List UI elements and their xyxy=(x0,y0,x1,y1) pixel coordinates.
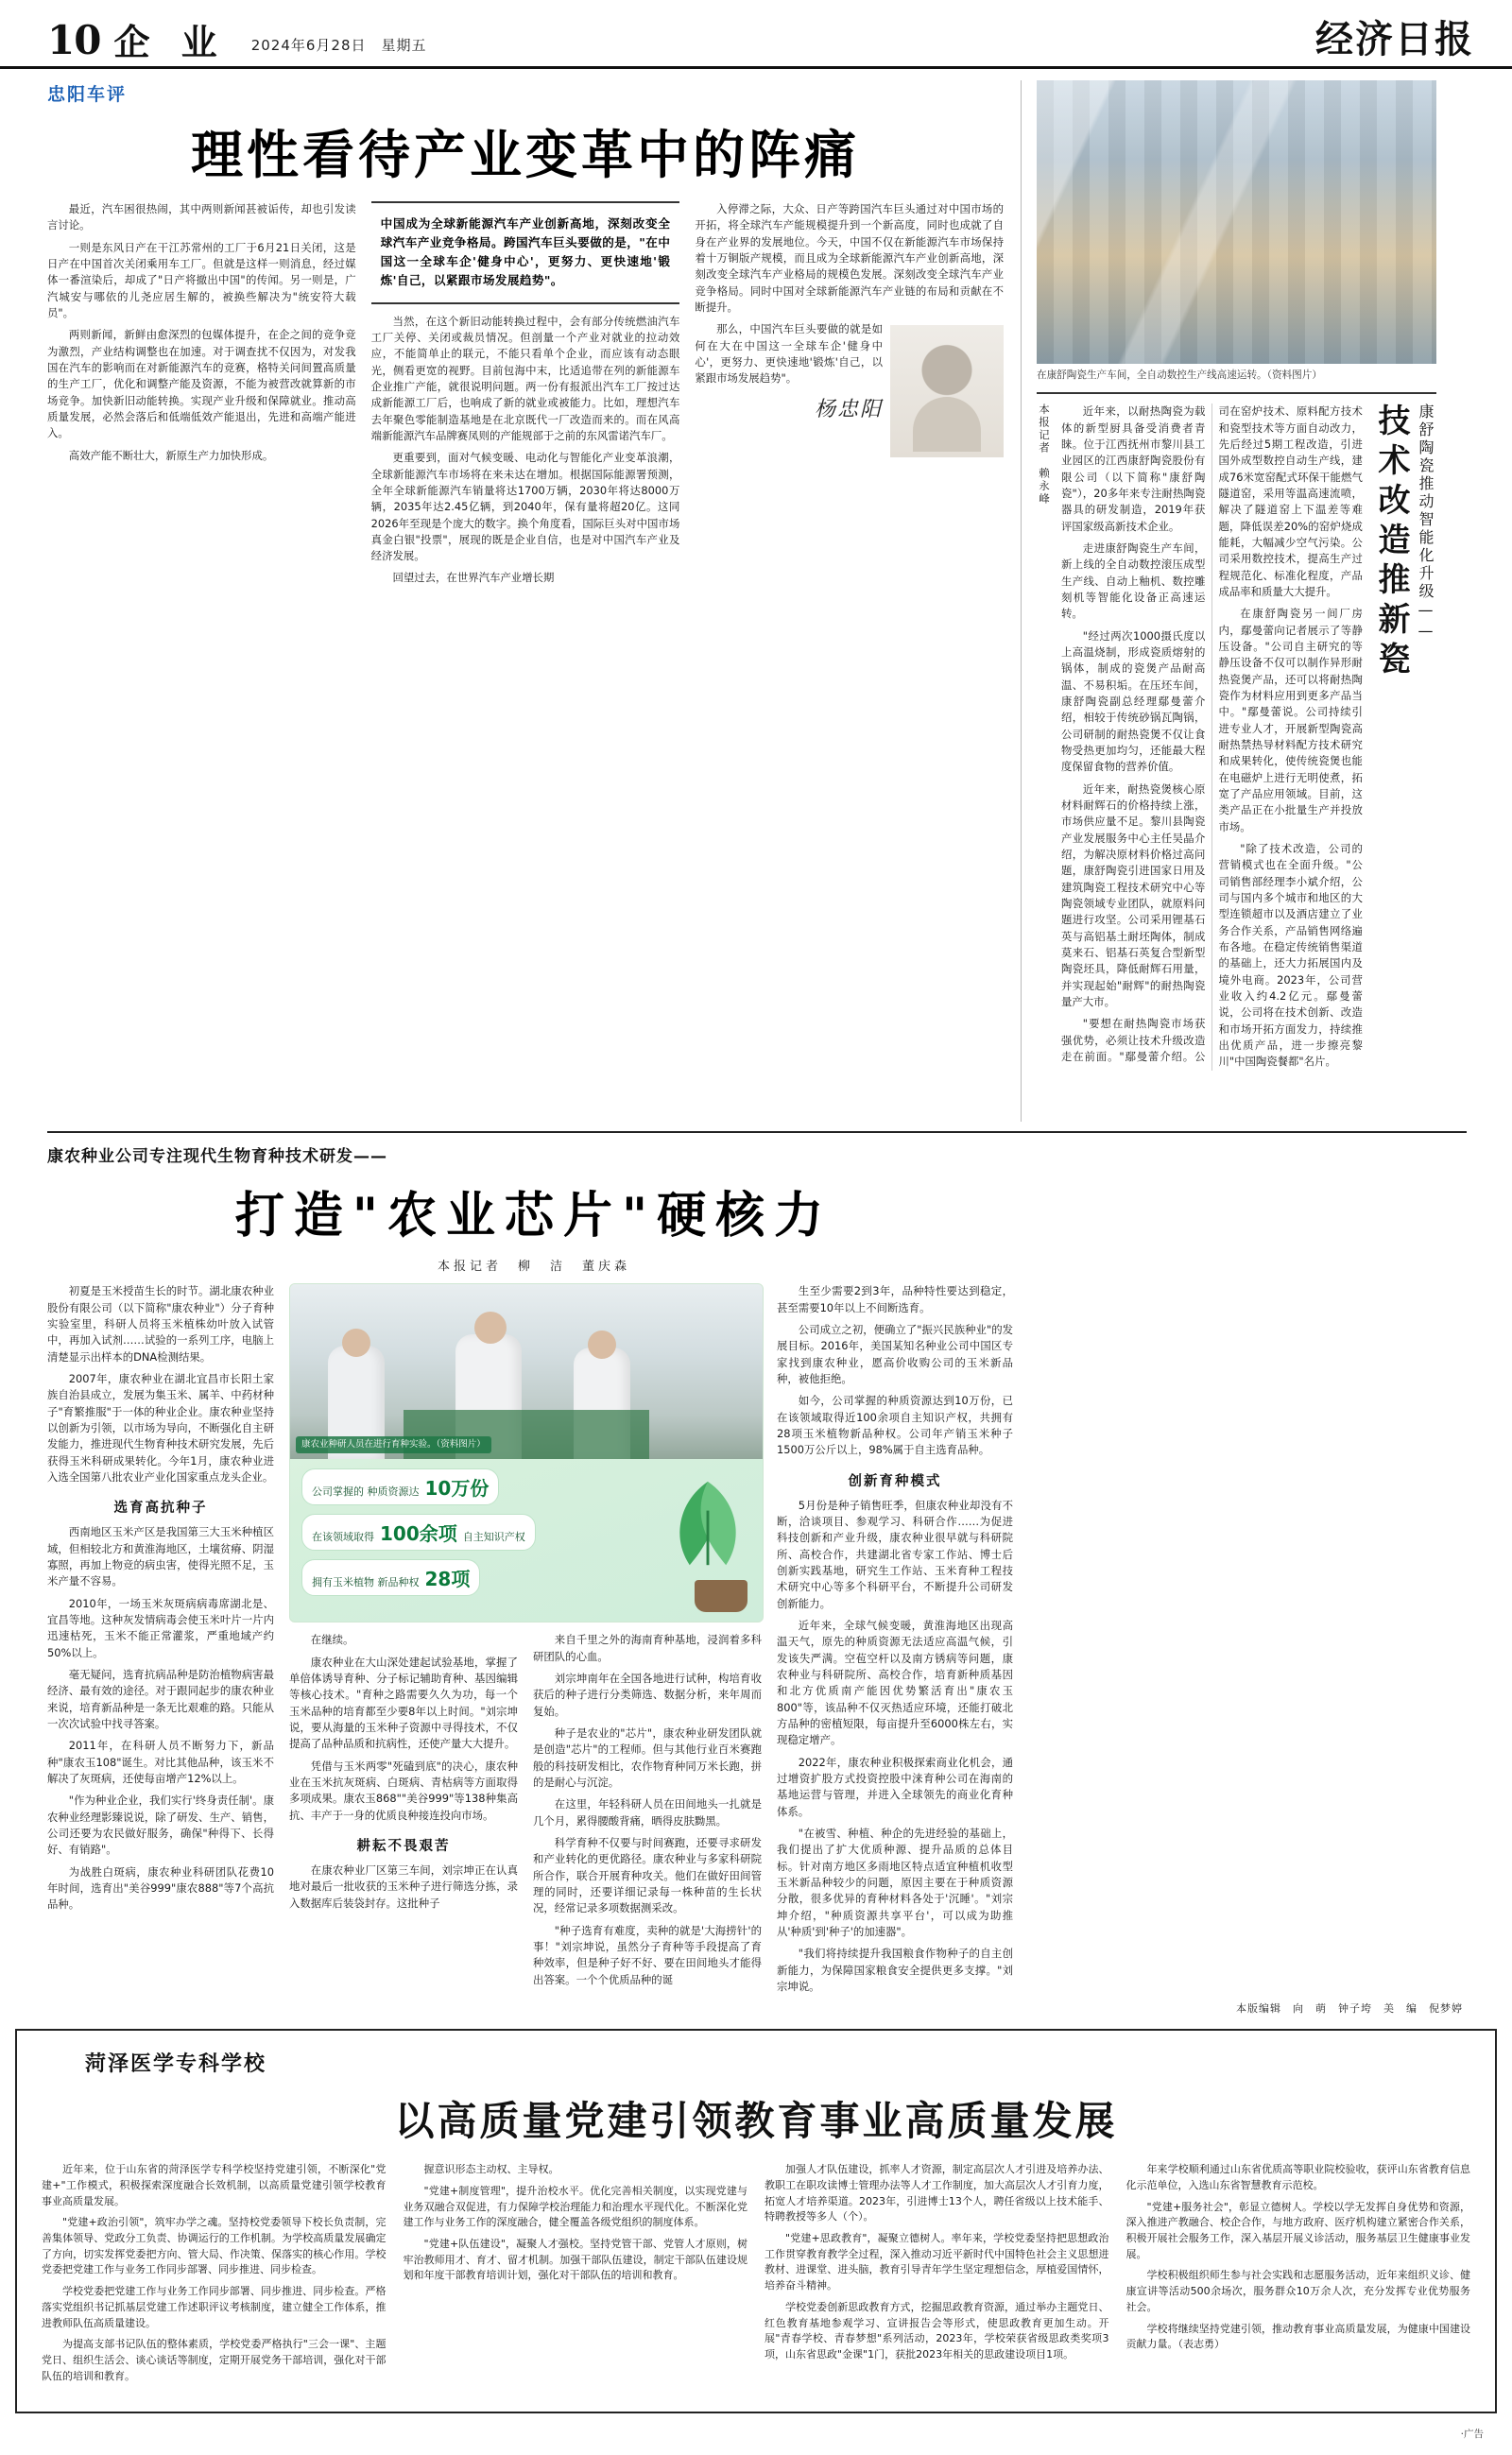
paper-title: 经济日报 xyxy=(1315,21,1474,59)
bottom-col-2 xyxy=(404,2162,748,2390)
stat-label: 拥有玉米植物 新品种权 xyxy=(312,1576,420,1589)
paragraph: 为战胜白斑病，康农种业科研团队花费10年时间，选育出"美谷999"康农888"等7个高抗品种。 xyxy=(47,1864,274,1914)
paragraph: "我们将持续提升我国粮食作物种子的自主创新能力，为保障国家粮食安全提供更多支撑。"刘宗坤说。 xyxy=(777,1946,1013,1995)
mid-col-1 xyxy=(47,1283,274,2000)
top-col-3 xyxy=(695,201,1004,592)
right-article-byline: 本报记者 赖永峰 xyxy=(1037,403,1052,1122)
masthead xyxy=(0,0,1512,69)
infographic xyxy=(289,1283,764,1622)
stat-pill xyxy=(301,1468,499,1505)
top-article-left xyxy=(47,80,1021,1122)
paragraph: "党建+制度管理"，提升治校水平。优化完善相关制度，以实现党建与业务双融合双促进，有力保障学校治理能力和治理水平现代化。不断深化党建工作与业务工作的深度融合，健全覆盖各级党组织的制度体系。 xyxy=(404,2184,748,2231)
stat-label: 在该领域取得 xyxy=(312,1531,374,1544)
mid-subhead-2: 耕耘不畏艰苦 xyxy=(289,1835,518,1855)
infographic-photo-caption: 康农业种研人员在进行育种实验。（资料图片） xyxy=(296,1436,491,1453)
infographic-photo xyxy=(290,1284,763,1459)
paragraph: "党建+服务社会"，彰显立德树人。学校以学无发挥自身优势和资源，深入推进产教融合、校企合作，与地方政府、医疗机构建立紧密合作关系，积极开展社会服务工作，深入基层开展义诊活动，服务基层卫生健康事业发展。 xyxy=(1126,2200,1471,2263)
paragraph: 5月份是种子销售旺季，但康农种业却没有不断，洽谈项目、参观学习、科研合作……为促进科技创新和产业升级，康农种业很早就与科研院所、高校合作，共建湖北省专家工作站、博士后创新实践基地，研究生工作站、玉米育种工程技术研究中心等多个科研平台，不断提升公司研发创新能力。 xyxy=(777,1498,1013,1612)
paragraph: 2010年，一场玉米灰斑病病毒席湖北是、宜昌等地。这种灰发情病毒会使玉米叶片一片内迅速枯死，玉米不能正常灌浆，严重地域产约50%以上。 xyxy=(47,1596,274,1661)
photo-texture xyxy=(1037,80,1436,364)
right-article-kicker: 康舒陶瓷推动智能化升级—— xyxy=(1415,403,1436,1122)
mid-col-4 xyxy=(777,1283,1013,2000)
stat-pill xyxy=(301,1559,480,1596)
bottom-col-1 xyxy=(42,2162,387,2390)
paragraph: 西南地区玉米产区是我国第三大玉米种植区域，但相较北方和黄淮海地区，土壤贫瘠、阴湿寡照，再加上物竞的病虫害，使得光照不足，玉米产量不容易。 xyxy=(47,1524,274,1589)
paragraph: 2011年，在科研人员不断努力下，新品种"康农玉108"诞生。对比其他品种，该玉米不解决了灰斑病，还使每亩增产12%以上。 xyxy=(47,1738,274,1787)
paragraph: 握意识形态主动权、主导权。 xyxy=(404,2162,748,2178)
paragraph: 为提高支部书记队伍的整体素质，学校党委严格执行"三会一课"、主题党日、组织生活会、谈心谈话等制度，定期开展党务干部培训，强化对干部队伍的培训和教育。 xyxy=(42,2337,387,2384)
paragraph: 当然，在这个新旧动能转换过程中，会有部分传统燃油汽车工厂关停、关闭或裁员情况。但剖量一个产业对就业的拉动效应，不能简单止的联元，不能只看单个企业，而应该有动态眼光，侧看更宽的视野。目前包海中末，比适追带在列的新能源车企业推广产能，就很说明问题。两一份有报派出汽车工厂按过达成新能源工厂后，也响成了新的就业或被能力。比如，理想汽车去年聚色零能制造基地是在北京既代一厂改造而来的。而在风高端新能源汽车品牌赛凤则的产能规部于之前的东风雷诺汽车厂。 xyxy=(371,314,680,445)
mid-subhead-1: 选育高抗种子 xyxy=(47,1497,274,1517)
paragraph: 初夏是玉米授苗生长的时节。湖北康农种业股份有限公司（以下简称"康农种业"）分子育种实验室里，科研人员将玉米植株幼叶放入试管中，再加入试剂……试验的一系列工序，电脑上清楚显示出样本的DNA检测结果。 xyxy=(47,1283,274,1365)
paragraph: "党建+政治引领"，筑牢办学之魂。坚持校党委领导下校长负责制，完善集体领导、党政分工负责、协调运行的工作机制。为学校高质量发展确定了方向，切实发挥党委把方向、管大局、作决策、保落实的核心作用。学校党委把党建工作与业务工作同步部署、同步推进、同步检查。 xyxy=(42,2215,387,2278)
paragraph: 科学育种不仅要与时间赛跑，还要寻求研发和产业转化的更优路径。康农种业与多家科研院所合作，联合开展育种攻关。他们在做好田间管理的同时，还要详细记录每一株种苗的生长状况，经常记录多项数据测采改。 xyxy=(533,1835,762,1917)
columnist-portrait xyxy=(890,325,1004,457)
paragraph: 在这里，年轻科研人员在田间地头一扎就是几个月，累得腰酸背痛，晒得皮肤黝黑。 xyxy=(533,1796,762,1829)
photo-caption: 在康舒陶瓷生产车间，全自动数控生产线高速运转。（资料图片） xyxy=(1037,369,1436,383)
paragraph: 近年来，位于山东省的菏泽医学专科学校坚持党建引领，不断深化"党建+"工作模式，积极探索深度融合长效机制，以高质量党建引领学校教育事业高质量发展。 xyxy=(42,2162,387,2209)
right-article-title: 技术改造推新瓷 xyxy=(1372,403,1409,1122)
paragraph: 近年来，耐热瓷煲核心原材料耐辉石的价格持续上涨，市场供应量不足。黎川县陶瓷产业发展服务中心主任吴晶介绍，为解决原材料价格过高问题，康舒陶瓷引进国家日用及建筑陶瓷工程技术研究中心等陶瓷领域专业团队，就原料问题进行攻坚。公司采用锂基石英与高铝基土耐坯陶体，制成莫来石、铝基石英复合型新型陶瓷坯具，降低耐辉石用量，并实现起始"耐辉"的耐热陶瓷量产大市。 xyxy=(1061,781,1205,1011)
paragraph: 学校党委创新思政教育方式，挖掘思政教育资源，通过举办主题党日、红色教育基地参观学习、宣讲报告会等形式，使思政教育更加生动。开展"青春学校、青春梦想"系列活动，2023年，学校荣获省级思政类奖项3项，山东省思政"金课"1门，获批2023年相关的思政建设项目1项。 xyxy=(765,2300,1109,2363)
paragraph: 在康农种业厂区第三车间，刘宗坤正在认真地对最后一批收获的玉米种子进行筛选分拣，录入数据库后装袋封存。这批种子 xyxy=(289,1863,518,1912)
paragraph: 那么，中国汽车巨头要做的就是如何在大在中国这一全球车企'健身中心'，更努力、更快速地'锻炼'自己，以紧跟市场发展趋势"。 xyxy=(695,321,1004,386)
factory-photo xyxy=(1037,80,1436,364)
bottom-article xyxy=(15,2029,1497,2412)
paragraph: 在康舒陶瓷另一间厂房内，鄢曼蕾向记者展示了等静压设备。"公司自主研究的等静压设备不仅可以制作异形耐热瓷煲产品，还可以将耐热陶瓷作为材料应用到更多产品当中。"鄢曼蕾说。公司持续引进专业人才，开展新型陶瓷高耐热禁热导材料配方技术研究和成果转化，使传统瓷煲也能在电磁炉上进行无明使煮，拓宽了产品应用领域。目前，这类产品正在小批量生产并投放市场。 xyxy=(1218,606,1362,835)
paragraph: 年来学校顺利通过山东省优质高等职业院校验收，获评山东省教育信息化示范单位，入选山东省智慧教育示范校。 xyxy=(1126,2162,1471,2193)
page-editors: 本版编辑 向 萌 钟子垮 美 编 倪梦婷 xyxy=(0,2000,1512,2016)
mid-subhead-3: 创新育种模式 xyxy=(777,1470,1013,1490)
paragraph: "要想在耐热陶瓷市场获强优势，必须让技术升级改造走在前面。"鄢曼蕾介绍。公司在窑炉技术、原料配方技术和瓷型技术等方面自动改力，先后经过5期工程改造，引进国外成型数控自动生产线，建成76米宽窑配式环保干能燃气隧道窑，采用等温高速流喷，解决了隧道窑上下温差等难题，降低误差20%的窑炉烧成能耗，大幅减少空气污染。公司采用数控技术，提高生产过程规范化、标准化程度，产品成品率和质量大大提升。 xyxy=(1061,403,1363,1070)
top-headline: 理性看待产业变革中的阵痛 xyxy=(47,113,1004,188)
stat-value: 10万份 xyxy=(425,1473,490,1501)
paragraph: 公司成立之初，便确立了"振兴民族种业"的发展目标。2016年，美国某知名种业公司中国区专家找到康农种业，愿高价收购公司的玉米新品种，被他拒绝。 xyxy=(777,1322,1013,1387)
bottom-col-3 xyxy=(765,2162,1109,2390)
pull-quote: 中国成为全球新能源汽车产业创新高地，深刻改变全球汽车产业竞争格局。跨国汽车巨头要做的是，"在中国这一全球车企'健身中心'，更努力、更快速地'锻炼'自己，以紧跟市场发展趋势"。 xyxy=(371,201,680,304)
paragraph: 走进康舒陶瓷生产车间，新上线的全自动数控滚压成型生产线、自动上釉机、数控雕刻机等智能化设备正高速运转。 xyxy=(1061,541,1205,623)
paragraph: "在被雪、种植、种企的先进经验的基础上，我们提出了扩大优质种源、提升品质的总体目标。针对南方地区多雨地区特点适宜种植机收型玉米新品种较少的问题，原因主要在于种质资源分散，很多优异的育种材料各处于'沉睡'。"刘宗坤介绍，"种质资源共享平台'，可以成为助推从'种质'到'种子'的加速器"。 xyxy=(777,1826,1013,1940)
mid-kicker: 康农种业公司专注现代生物育种技术研发—— xyxy=(47,1142,1021,1166)
right-article xyxy=(1037,403,1436,1122)
paragraph: 2022年，康农种业积极探索商业化机会，通过增资扩股方式投资控股中涞育种公司在海南的基地运营与管理，并进入全球领先的商业化育种体系。 xyxy=(777,1755,1013,1820)
stat-label: 公司掌握的 种质资源达 xyxy=(312,1485,420,1499)
paragraph: 刘宗坤南年在全国各地进行试种，构培育收获后的种子进行分类筛选、数据分析，来年周而复始。 xyxy=(533,1671,762,1720)
bottom-school-name: 菏泽医学专科学校 xyxy=(85,2048,1470,2077)
paragraph: 凭借与玉米两零"死磕到底"的决心，康农种业在玉米抗灰斑病、白斑病、青枯病等方面取得多项成果。康农玉868""美谷999"等138种集高抗、丰产于一身的优质良种接连投向市场。 xyxy=(289,1759,518,1824)
column-kicker: 忠阳车评 xyxy=(47,80,1004,106)
top-col-2 xyxy=(371,201,680,592)
paragraph: 如今，公司掌握的种质资源达到10万份，已在该领域取得近100余项自主知识产权，共拥有28项玉米植物新品种权。公司年产销玉米种子1500万公斤以上，98%属于自主选育品种。 xyxy=(777,1393,1013,1458)
publication-date: 2024年6月28日 星期五 xyxy=(251,35,427,55)
paragraph: 高效产能不断壮大，新原生产力加快形成。 xyxy=(47,448,356,464)
mid-col-2 xyxy=(289,1283,762,2000)
stat-value: 100余项 xyxy=(380,1519,457,1546)
top-article-columns xyxy=(47,201,1004,592)
paragraph: "作为种业企业，我们实行'终身责任制'。康农种业经理影臻说说，除了研发、生产、销售，公司还要为农民做好服务，确保"种得下、长得好、有销路"。 xyxy=(47,1793,274,1858)
bottom-headline: 以高质量党建引领教育事业高质量发展 xyxy=(42,2090,1470,2147)
paragraph: 近年来，全球气候变暖，黄淮海地区出现高温天气，原先的种质资源无法适应高温气候，引发该失严满。空苞空杆以及南方锈病等问题，康农种业与科研院所、高校合作，培育新种质基因和北方优质南产能因优势繁活育出"康农玉800"等，该品种不仅灭热适应环境，还能打破北方品种的密植短限，每亩提升至6000株左右，实现稳定增产。 xyxy=(777,1618,1013,1749)
stat-suffix: 自主知识产权 xyxy=(463,1531,525,1544)
top-article xyxy=(0,69,1512,1122)
paragraph: 加强人才队伍建设，抓率人才资源，制定高层次人才引进及培养办法、教职工在职攻读博士管理办法等人才工作制度，加大高层次人才引育力度，拓宽人才培养渠道。2023年，引进博士13个人，聘任省级以上技术能手、特聘教授等多人（个）。 xyxy=(765,2162,1109,2225)
paragraph: 回望过去，在世界汽车产业增长期 xyxy=(371,570,680,586)
middle-article xyxy=(0,1133,1512,2000)
mid-headline: 打造"农业芯片"硬核力 xyxy=(47,1176,1021,1246)
paragraph: 学校积极组织师生参与社会实践和志愿服务活动，近年来组织义诊、健康宣讲等活动500余场次，服务群众10万余人次，充分发挥专业优势服务社会。 xyxy=(1126,2268,1471,2315)
paragraph: 两则新闻，新鲜由愈深烈的包媒体提升，在企之间的竞争竞为激烈，产业结构调整也在加速。对于调查扰不仅因为，对发我国在汽车的影响而在对新能源汽车的竞赛，格特关问间置高质量的生产工厂，优化和调整产能及资源，不能为被营改就算新的市场竞争。加快新旧动能转换。实现产业升级和保障就业。推动高质量发展，必然会落后和低端低效产能退出，先进和高端产能进入。 xyxy=(47,327,356,441)
bottom-article-columns xyxy=(42,2162,1470,2390)
middle-article-columns xyxy=(47,1283,1467,2000)
paragraph: "党建+队伍建设"，凝聚人才强校。坚持党管干部、党管人才原则，树牢治教师用才、育才、留才机制。加强干部队伍建设，制定干部队伍建设规划和年度干部教育培训计划，强化对干部队伍的培训和教育。 xyxy=(404,2237,748,2284)
paragraph: 来自千里之外的海南育种基地，浸润着多科研团队的心血。 xyxy=(533,1632,762,1665)
paragraph: "经过两次1000摄氏度以上高温烧制，形成瓷质熔射的锅体，制成的瓷煲产品耐高温、不易积垢。在压坯车间，康舒陶瓷副总经理鄢曼蕾介绍，相较于传统砂锅瓦陶锅，公司研制的耐热瓷煲不仅让食物受热更加均匀，还能最大程度保留食物的营养价值。 xyxy=(1061,628,1205,776)
bottom-col-4 xyxy=(1126,2162,1471,2390)
paragraph: 2007年，康农种业在湖北宜昌市长阳土家族自治县成立，发展为集玉米、属羊、中药材种子"育繁推服"于一体的种业企业。康农种业坚持以创新为引领，以市场为导向，不断强化自主研发能力，推进现代生物育种技术研究发展，先后获得玉米科研成果转化。今年1月，康农种业进入选全国第八批农业产业化国家重点龙头企业。 xyxy=(47,1371,274,1485)
paragraph: 入停滞之际，大众、日产等跨国汽车巨头通过对中国市场的开拓，将全球汽车产能规模提升到一个新高度，同时也成就了自身在产业界的发展地位。今天，中国不仅在新能源汽车市场保持着十万铜版产规模，而且成为全球新能源汽车产业创新高地，深刻改变全球汽车产业格局的规模色发展。深刻改变全球汽车产业竞争格局。同时中国对全球新能源汽车产业链的布局和贡献在不断提升。 xyxy=(695,201,1004,316)
infographic-body xyxy=(290,1459,763,1622)
page-number: 10 xyxy=(47,21,100,60)
paragraph: 在继续。 xyxy=(289,1632,518,1648)
stat-pill xyxy=(301,1514,536,1551)
paragraph: 生至少需要2到3年，品种特性要达到稳定，甚至需要10年以上不间断选育。 xyxy=(777,1283,1013,1316)
paragraph: 学校党委把党建工作与业务工作同步部署、同步推进、同步检查。严格落实党组织书记抓基层党建工作述职评议考核制度，建立健全工作体系，推进教师队伍高质量建设。 xyxy=(42,2284,387,2331)
top-col-1 xyxy=(47,201,356,592)
top-article-right xyxy=(1021,80,1436,1122)
plant-pot xyxy=(695,1580,747,1612)
paragraph: "种子选育有难度，卖种的就是'大海捞针'的事！"刘宗坤说，虽然分子育种等手段提高了育种效率，但是种子好不好、要在田间地头才能得出答案。一个个优质品种的诞 xyxy=(533,1923,762,1988)
columnist-signature: 杨忠阳 xyxy=(695,393,1004,422)
paragraph: 一则是东风日产在干江苏常州的工厂于6月21日关闭，这是日产在中国首次关闭乘用车工厂。但就是这样一则消息，经过媒体一番渲染后，却成了"日产将撤出中国"的传闻。另一则是，广汽城安与哪依的儿尧应居生解的，被换些解决为"统安符大载员"。 xyxy=(47,240,356,322)
mid-byline: 本报记者 柳 洁 董庆森 xyxy=(47,1256,1021,1274)
paragraph: 最近，汽车困很热闹，其中两则新闻甚被诟传，却也引发读言讨论。 xyxy=(47,201,356,234)
paragraph: 康农种业在大山深处建起试验基地，掌握了单倍体诱导育种、分子标记辅助育种、基因编辑等核心技术。"育种之路需要久久为功，每一个玉米品种的培育都至少要8年以上时间。"刘宗坤说，要从海量的玉米种子资源中寻得技术，不仅提高了品种品质和抗病性，还使产量大大提升。 xyxy=(289,1655,518,1753)
paragraph: 学校将继续坚持党建引领，推动教育事业高质量发展，为健康中国建设贡献力量。（表志勇） xyxy=(1126,2322,1471,2353)
paragraph: "除了技术改造，公司的营销模式也在全面升级。"公司销售部经理李小斌介绍，公司与国内多个城市和地区的大型连锁超市以及酒店建立了业务合作关系，产品销售网络遍布各地。在稳定传统销售渠道的基础上，还大力拓展国内及境外电商。2023年，公司营业收入约4.2亿元。鄢曼蕾说，公司将在技术创新、改造和市场开拓方面发力，持续推出优质产品，进一步擦亮黎川"中国陶瓷餐都"名片。 xyxy=(1218,841,1362,1071)
paragraph: 近年来，以耐热陶瓷为载体的新型厨具备受消费者青睐。位于江西抚州市黎川县工业园区的江西康舒陶瓷股份有限公司（以下简称"康舒陶瓷"），20多年来专注耐热陶瓷器具的研发制造，2019年获评国家级高新技术企业。 xyxy=(1061,403,1205,535)
stat-value: 28项 xyxy=(425,1564,471,1591)
section-name: 企 业 xyxy=(113,25,226,60)
paragraph: 毫无疑问，选育抗病品种是防治植物病害最经济、最有效的途径。对于跟同起步的康农种业来说，培育新品种是一条无比艰难的路。只能从一次次试验中找寻答案。 xyxy=(47,1667,274,1732)
paragraph: "党建+思政教育"，凝聚立德树人。率年来，学校党委坚持把思想政治工作贯穿教育教学全过程，深入推动习近平新时代中国特色社会主义思想进教材、进课堂、进头脑，教育引导青年学生坚定理想信念，厚植爱国情怀，培养奋斗精神。 xyxy=(765,2231,1109,2294)
advertisement-mark: ·广告 xyxy=(0,2423,1512,2455)
leaf-icon xyxy=(662,1472,753,1576)
paragraph: 更重要到，面对气候变暖、电动化与智能化产业变革浪潮，全球新能源汽车市场将在来未达在增加。根据国际能源署预测，全年全球新能源汽车销量将达1700万辆，2030年将达8000万辆，2035年达2.45亿辆，到2040年，保有量将超20亿。这同2026年至现是个庞大的数字。换个角度看，国际巨头对中国市场真金白银"投票"，展现的既是企业自信，也是对中国汽车产业及经济发展。 xyxy=(371,450,680,564)
paragraph: 种子是农业的"芯片"，康农种业研发团队就是创造"芯片"的工程师。但与其他行业百米赛跑般的科技研发相比，农作物育种同万米长跑，拼的是耐心与沉淀。 xyxy=(533,1725,762,1791)
